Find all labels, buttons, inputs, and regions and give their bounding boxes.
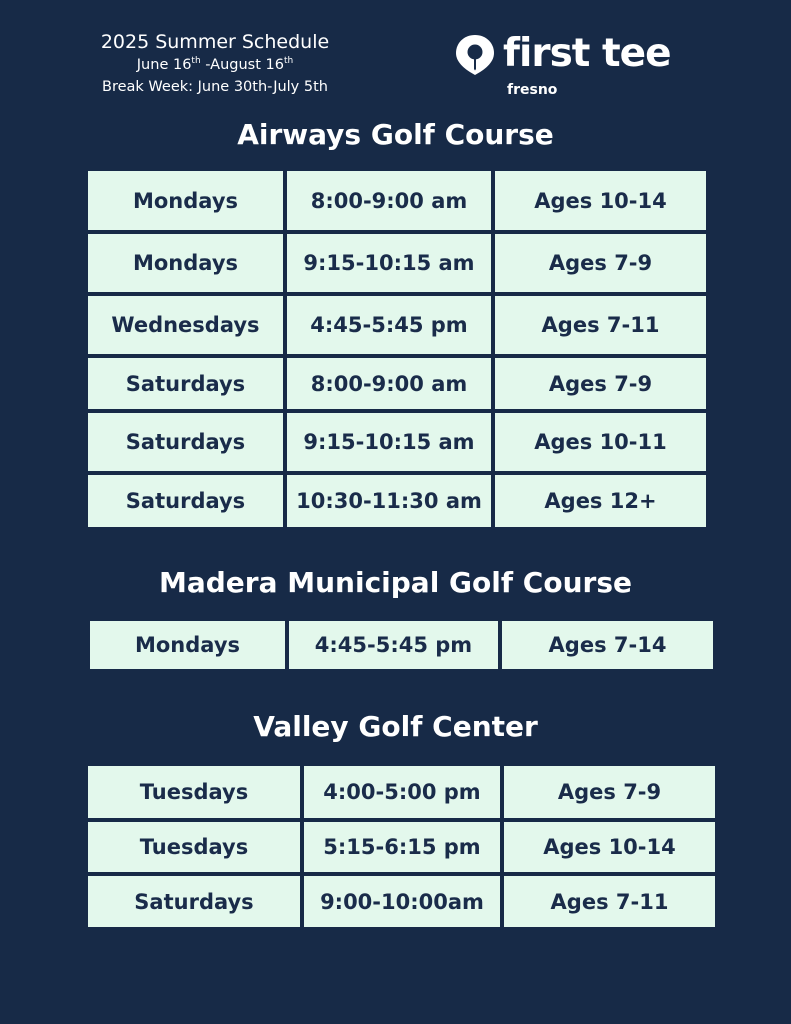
ages-cell: Ages 7-9 (493, 232, 708, 294)
day-cell: Mondays (86, 232, 285, 294)
location-pin-icon (455, 34, 495, 76)
time-cell: 4:00-5:00 pm (302, 764, 502, 820)
time-cell: 9:15-10:15 am (285, 411, 493, 473)
first-tee-logo (455, 31, 675, 104)
table-row (86, 411, 708, 473)
ages-cell: Ages 10-14 (493, 169, 708, 232)
ages-cell: Ages 10-11 (493, 411, 708, 473)
schedule-table-madera (88, 619, 715, 671)
table-row (86, 232, 708, 294)
ages-cell: Ages 10-14 (502, 820, 717, 874)
brand-name: first tee (503, 31, 671, 76)
day-cell: Saturdays (86, 356, 285, 411)
ages-cell: Ages 7-14 (500, 619, 715, 671)
schedule-table-valley (86, 764, 717, 929)
day-cell: Tuesdays (86, 820, 302, 874)
table-row (86, 169, 708, 232)
brand-location: fresno (507, 82, 558, 98)
time-cell: 8:00-9:00 am (285, 356, 493, 411)
day-cell: Tuesdays (86, 764, 302, 820)
section-title-valley: Valley Golf Center (253, 710, 538, 743)
time-cell: 4:45-5:45 pm (285, 294, 493, 356)
ages-cell: Ages 7-11 (493, 294, 708, 356)
day-cell: Mondays (88, 619, 287, 671)
time-cell: 9:15-10:15 am (285, 232, 493, 294)
time-cell: 5:15-6:15 pm (302, 820, 502, 874)
ages-cell: Ages 7-9 (493, 356, 708, 411)
time-cell: 10:30-11:30 am (285, 473, 493, 529)
section-title-madera: Madera Municipal Golf Course (159, 566, 632, 599)
table-row (86, 356, 708, 411)
table-row (86, 764, 717, 820)
day-cell: Saturdays (86, 473, 285, 529)
schedule-table-airways (86, 169, 708, 529)
day-cell: Saturdays (86, 411, 285, 473)
schedule-dates: June 16th -August 16th (136, 56, 294, 73)
time-cell: 8:00-9:00 am (285, 169, 493, 232)
section-title-airways: Airways Golf Course (237, 118, 554, 151)
ages-cell: Ages 7-9 (502, 764, 717, 820)
time-cell: 9:00-10:00am (302, 874, 502, 929)
table-row (86, 294, 708, 356)
day-cell: Wednesdays (86, 294, 285, 356)
day-cell: Saturdays (86, 874, 302, 929)
time-cell: 4:45-5:45 pm (287, 619, 500, 671)
day-cell: Mondays (86, 169, 285, 232)
table-row (86, 820, 717, 874)
break-week: Break Week: June 30th-July 5th (102, 79, 328, 95)
table-row (86, 473, 708, 529)
schedule-header (70, 30, 360, 98)
ages-cell: Ages 7-11 (502, 874, 717, 929)
ages-cell: Ages 12+ (493, 473, 708, 529)
table-row (88, 619, 715, 671)
schedule-title: 2025 Summer Schedule (100, 31, 330, 53)
table-row (86, 874, 717, 929)
